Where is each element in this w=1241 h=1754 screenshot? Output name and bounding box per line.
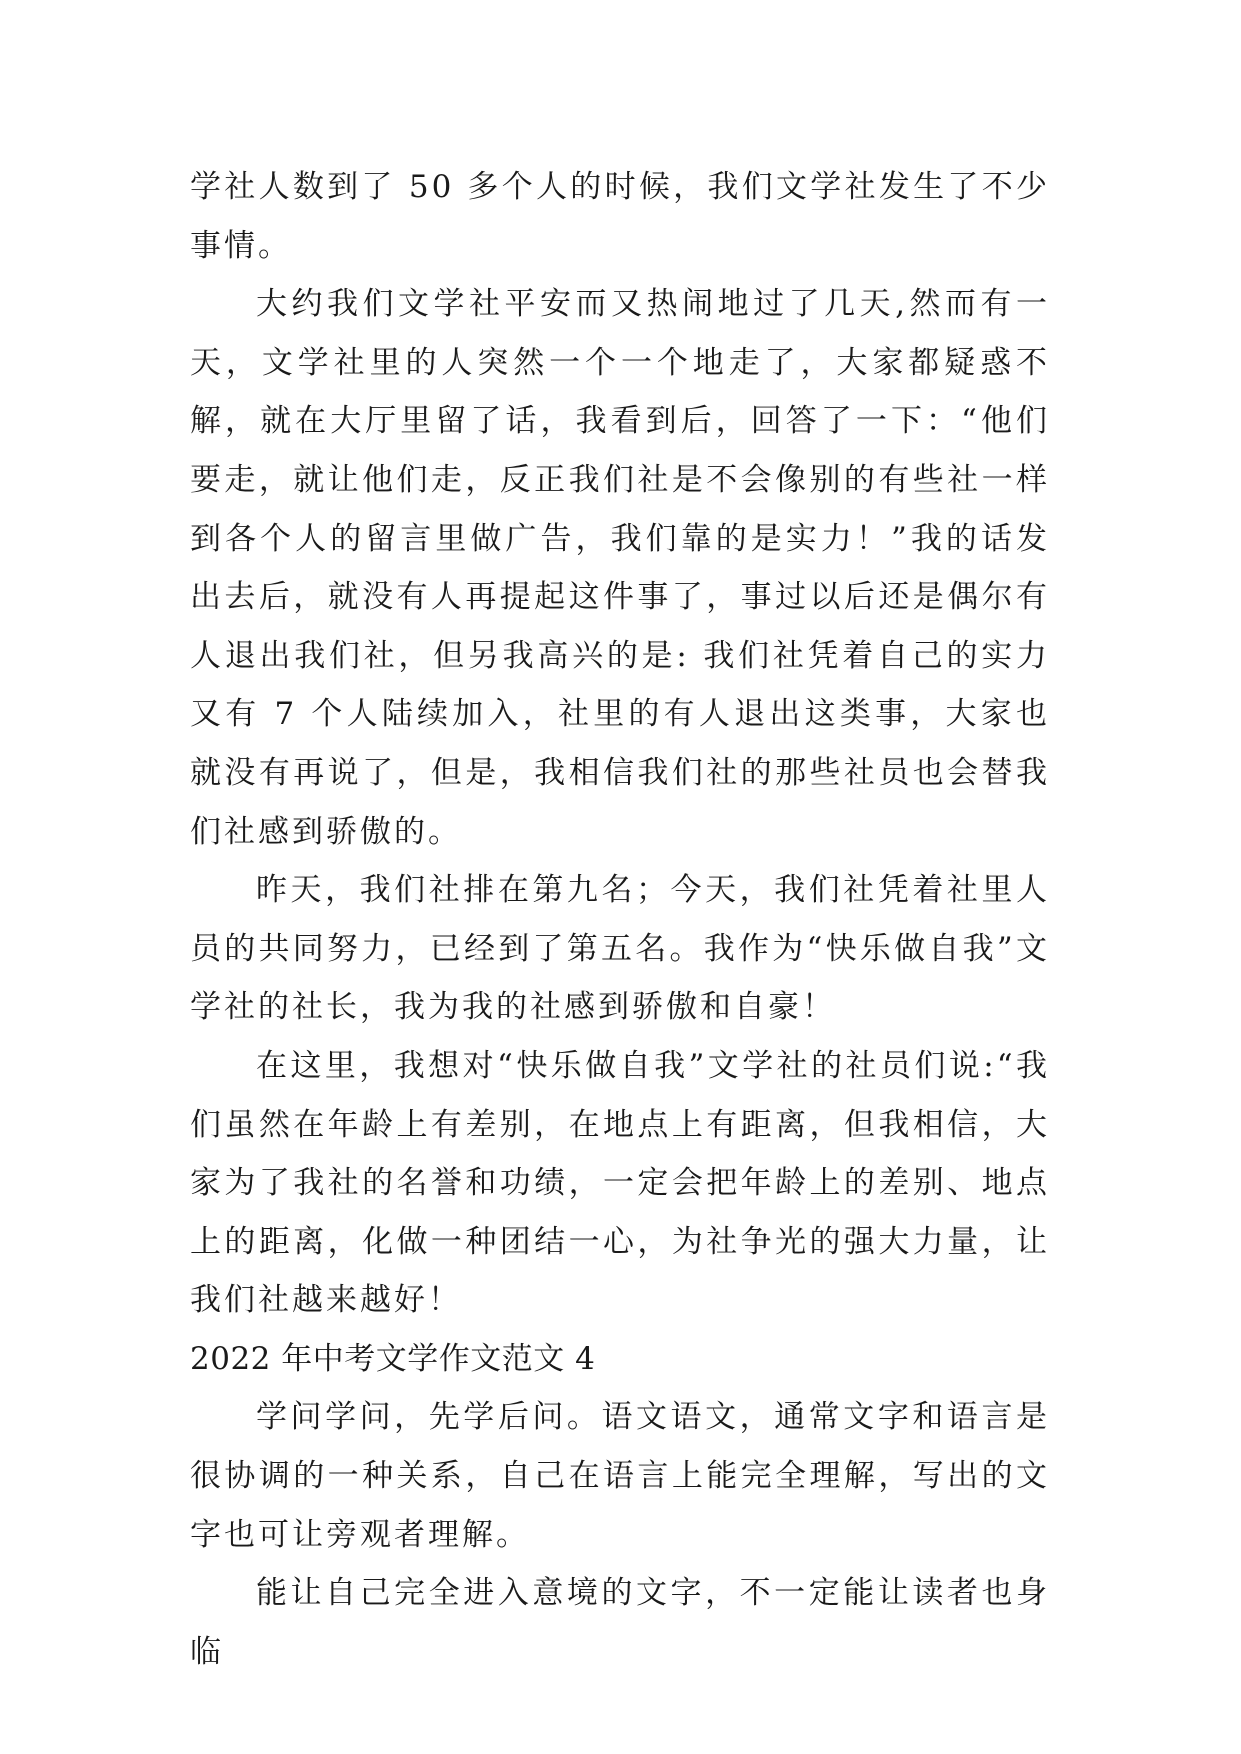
paragraph: 在这里，我想对“快乐做自我”文学社的社员们说:“我们虽然在年龄上有差别，在地点上有距离，但我相信，大家为了我社的名誉和功绩，一定会把年龄上的差别、地点上的距离，化做一种团结一心，为社争光的强大力量，让我们社越来越好！ [190, 1047, 1050, 1319]
section-heading: 2022 年中考文学作文范文 4 [190, 1340, 596, 1377]
paragraph: 学问学问，先学后问。语文语文，通常文字和语言是很协调的一种关系，自己在语言上能完全理解，写出的文字也可让旁观者理解。 [190, 1399, 1050, 1553]
paragraph: 能让自己完全进入意境的文字，不一定能让读者也身临 [190, 1575, 1050, 1670]
document-body [190, 158, 1050, 1681]
paragraph: 学社人数到了 50 多个人的时候，我们文学社发生了不少事情。 [190, 169, 1050, 264]
paragraph: 昨天，我们社排在第九名；今天，我们社凭着社里人员的共同努力，已经到了第五名。我作为“快乐做自我”文学社的社长，我为我的社感到骄傲和自豪！ [190, 872, 1050, 1026]
paragraph: 大约我们文学社平安而又热闹地过了几天,然而有一天，文学社里的人突然一个一个地走了，大家都疑惑不解，就在大厅里留了话，我看到后，回答了一下：“他们要走，就让他们走，反正我们社是不会像别的有些社一样到各个人的留言里做广告，我们靠的是实力！”我的话发出去后，就没有人再提起这件事了，事过以后还是偶尔有人退出我们社，但另我高兴的是: 我们社凭着自己的实力又有 7 个人陆续加入，社里的有人退出这类事，大家也就没有再说了，但是，我相信我们社的那些社员也会替我们社感到骄傲的。 [190, 286, 1050, 850]
